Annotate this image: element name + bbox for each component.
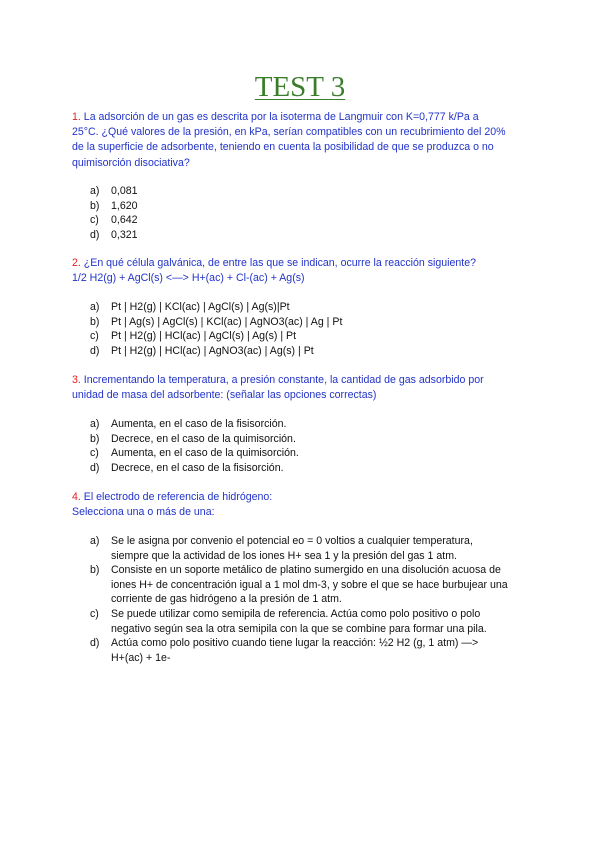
question-3-text	[72, 373, 534, 403]
question-2-text	[72, 256, 534, 286]
question-2-options	[90, 300, 535, 358]
question-line: 1/2 H2(g) + AgCl(s) <—> H+(ac) + Cl-(ac) + Ag(s)	[72, 272, 305, 285]
question-line: 3. Incrementando la temperatura, a presión constante, la cantidad de gas adsorbido por	[72, 374, 484, 386]
question-number: 2.	[72, 257, 81, 269]
question-1-text	[72, 110, 534, 171]
question-line: unidad de masa del adsorbente: (señalar las opciones correctas)	[72, 389, 377, 402]
question-line: 1. La adsorción de un gas es descrita por la isoterma de Langmuir con K=0,777 k/Pa a	[72, 111, 479, 123]
option-a[interactable]	[90, 534, 535, 563]
option-text: Aumenta, en el caso de la quimisorción.	[111, 447, 299, 460]
option-text: Pt | H2(g) | KCl(ac) | AgCl(s) | Ag(s)|Pt	[111, 301, 290, 313]
question-number: 1.	[72, 111, 81, 123]
option-text: Pt | H2(g) | HCl(ac) | AgCl(s) | Ag(s) | Pt	[111, 330, 297, 343]
option-text: Decrece, en el caso de la quimisorción.	[111, 432, 296, 445]
option-text: 1,620	[111, 199, 138, 212]
question-3-options	[90, 417, 535, 475]
option-letter: b)	[90, 199, 100, 212]
option-c[interactable]	[90, 446, 535, 461]
option-d[interactable]	[90, 461, 535, 476]
option-d[interactable]	[90, 344, 535, 359]
option-letter: c)	[90, 214, 99, 227]
option-d[interactable]	[90, 636, 535, 665]
option-letter: a)	[90, 185, 100, 197]
question-4-text	[72, 490, 534, 520]
question-line: de la superficie de adsorbente, teniendo en cuenta la posibilidad de que se produzca o no	[72, 141, 494, 154]
option-letter: b)	[90, 432, 100, 445]
option-letter: b)	[90, 564, 100, 577]
question-number: 4.	[72, 491, 81, 503]
option-letter: c)	[90, 447, 99, 460]
option-b[interactable]	[90, 315, 535, 330]
option-c[interactable]	[90, 329, 535, 344]
option-text: 0,081	[111, 185, 138, 197]
option-b[interactable]	[90, 432, 535, 447]
option-letter: c)	[90, 330, 99, 343]
option-text: Pt | H2(g) | HCl(ac) | AgNO3(ac) | Ag(s) | Pt	[111, 344, 314, 357]
option-letter: d)	[90, 344, 100, 357]
option-text: Aumenta, en el caso de la fisisorción.	[111, 418, 287, 430]
option-a[interactable]	[90, 184, 535, 199]
option-b[interactable]	[90, 563, 535, 607]
option-letter: d)	[90, 637, 100, 650]
option-text: Se puede utilizar como semipila de referencia. Actúa como polo positivo o polo negativo según sea la otra semipila con la que se combine para formar una pila.	[111, 607, 487, 635]
option-text: Decrece, en el caso de la fisisorción.	[111, 461, 284, 474]
option-text: Pt | Ag(s) | AgCl(s) | KCl(ac) | AgNO3(ac) | Ag | Pt	[111, 315, 343, 328]
option-text: Se le asigna por convenio el potencial eo = 0 voltios a cualquier temperatura, siempre que la actividad de los iones H+ sea 1 y la presión del gas 1 atm.	[111, 535, 473, 562]
option-letter: d)	[90, 461, 100, 474]
option-letter: d)	[90, 228, 100, 241]
option-letter: c)	[90, 607, 99, 620]
question-line: 4. El electrodo de referencia de hidrógeno:	[72, 491, 273, 503]
option-c[interactable]	[90, 213, 535, 228]
option-text: Consiste en un soporte metálico de platino sumergido en una disolución acuosa de iones H+ de concentración igual a 1 mol dm-3, y sobre el que se hace burbujear una corriente de gas hidrógeno a la presión de 1 atm.	[111, 564, 508, 606]
option-a[interactable]	[90, 300, 535, 315]
question-4-options	[90, 534, 535, 665]
option-letter: b)	[90, 315, 100, 328]
option-text: Actúa como polo positivo cuando tiene lugar la reacción: ½2 H2 (g, 1 atm) —> H+(ac) + 1e-	[111, 637, 479, 664]
question-line: 2. ¿En qué célula galvánica, de entre las que se indican, ocurre la reacción siguiente?	[72, 257, 477, 269]
option-text: 0,321	[111, 228, 138, 241]
option-c[interactable]	[90, 607, 535, 636]
question-line: quimisorción disociativa?	[72, 156, 190, 169]
question-line: 25°C. ¿Qué valores de la presión, en kPa, serían compatibles con un recubrimiento del 20%	[72, 126, 506, 139]
option-letter: a)	[90, 418, 100, 430]
question-1-options	[90, 184, 535, 242]
question-number: 3.	[72, 374, 81, 386]
question-line: Selecciona una o más de una:	[72, 506, 215, 519]
page-title: TEST 3	[254, 71, 346, 103]
option-letter: a)	[90, 535, 100, 547]
option-a[interactable]	[90, 417, 535, 432]
option-text: 0,642	[111, 214, 138, 227]
option-d[interactable]	[90, 228, 535, 243]
option-letter: a)	[90, 301, 100, 313]
option-b[interactable]	[90, 199, 535, 214]
